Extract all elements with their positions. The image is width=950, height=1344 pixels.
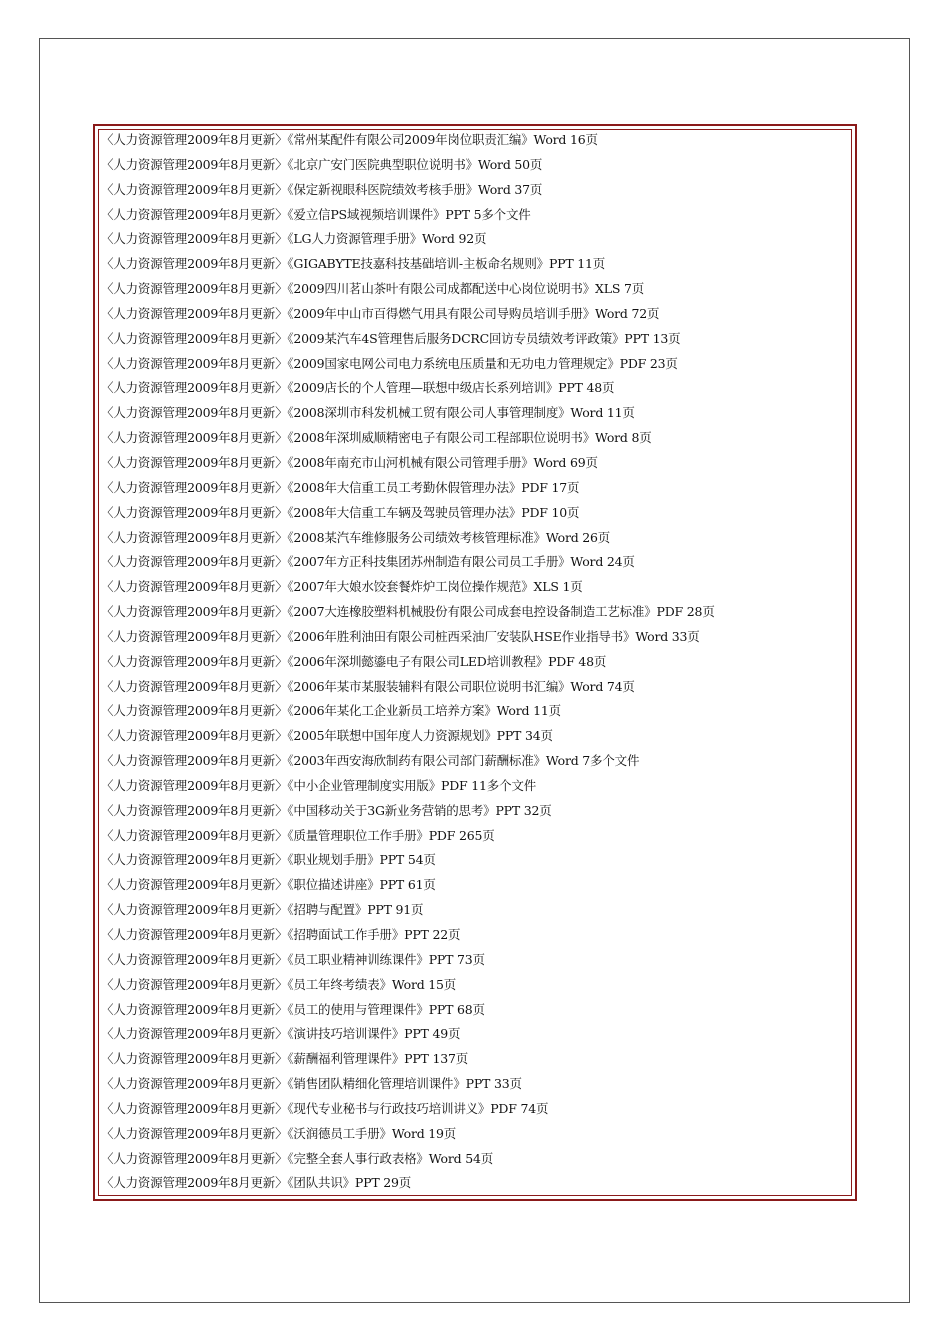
list-item: 〈人力资源管理2009年8月更新〉《爱立信PS域视频培训课件》PPT 5多个文件 bbox=[101, 206, 531, 222]
list-item: 〈人力资源管理2009年8月更新〉《2008年大信重工车辆及驾驶员管理办法》PDF 10页 bbox=[101, 504, 580, 520]
list-item: 〈人力资源管理2009年8月更新〉《2009某汽车4S管理售后服务DCRC回访专员绩效考评政策》PPT 13页 bbox=[101, 330, 681, 346]
list-item: 〈人力资源管理2009年8月更新〉《2006年某化工企业新员工培养方案》Word 11页 bbox=[101, 703, 561, 719]
list-item: 〈人力资源管理2009年8月更新〉《2008深圳市科发机械工贸有限公司人事管理制度》Word 11页 bbox=[101, 405, 635, 421]
list-item: 〈人力资源管理2009年8月更新〉《2007年大娘水饺套餐炸炉工岗位操作规范》XLS 1页 bbox=[101, 579, 583, 595]
list-item: 〈人力资源管理2009年8月更新〉《2006年深圳懿鎏电子有限公司LED培训教程》PDF 48页 bbox=[101, 653, 607, 669]
list-item: 〈人力资源管理2009年8月更新〉《2007年方正科技集团苏州制造有限公司员工手册》Word 24页 bbox=[101, 554, 635, 570]
list-item: 〈人力资源管理2009年8月更新〉《2006年胜利油田有限公司桩西采油厂安装队HSE作业指导书》Word 33页 bbox=[101, 628, 700, 644]
list-item: 〈人力资源管理2009年8月更新〉《员工职业精神训练课件》PPT 73页 bbox=[101, 951, 485, 967]
list-item: 〈人力资源管理2009年8月更新〉《薪酬福利管理课件》PPT 137页 bbox=[101, 1051, 469, 1067]
list-item: 〈人力资源管理2009年8月更新〉《2008年深圳威顺精密电子有限公司工程部职位说明书》Word 8页 bbox=[101, 430, 652, 446]
list-item: 〈人力资源管理2009年8月更新〉《招聘与配置》PPT 91页 bbox=[101, 902, 424, 918]
document-list bbox=[101, 128, 851, 1196]
list-item: 〈人力资源管理2009年8月更新〉《质量管理职位工作手册》PDF 265页 bbox=[101, 827, 495, 843]
list-item: 〈人力资源管理2009年8月更新〉《演讲技巧培训课件》PPT 49页 bbox=[101, 1026, 461, 1042]
list-item: 〈人力资源管理2009年8月更新〉《2009国家电网公司电力系统电压质量和无功电力管理规定》PDF 23页 bbox=[101, 355, 678, 371]
list-item: 〈人力资源管理2009年8月更新〉《职位描述讲座》PPT 61页 bbox=[101, 877, 436, 893]
list-item: 〈人力资源管理2009年8月更新〉《2006年某市某服装辅料有限公司职位说明书汇编》Word 74页 bbox=[101, 678, 635, 694]
list-item: 〈人力资源管理2009年8月更新〉《团队共识》PPT 29页 bbox=[101, 1175, 412, 1191]
list-item: 〈人力资源管理2009年8月更新〉《中国移动关于3G新业务营销的思考》PPT 32页 bbox=[101, 802, 552, 818]
list-item: 〈人力资源管理2009年8月更新〉《现代专业秘书与行政技巧培训讲义》PDF 74页 bbox=[101, 1100, 549, 1116]
list-item: 〈人力资源管理2009年8月更新〉《常州某配件有限公司2009年岗位职责汇编》Word 16页 bbox=[101, 132, 598, 147]
list-item: 〈人力资源管理2009年8月更新〉《LG人力资源管理手册》Word 92页 bbox=[101, 231, 487, 247]
list-item: 〈人力资源管理2009年8月更新〉《2008年南充市山河机械有限公司管理手册》Word 69页 bbox=[101, 454, 598, 470]
list-item: 〈人力资源管理2009年8月更新〉《2009四川茗山茶叶有限公司成都配送中心岗位说明书》XLS 7页 bbox=[101, 281, 645, 297]
list-item: 〈人力资源管理2009年8月更新〉《2008某汽车维修服务公司绩效考核管理标准》Word 26页 bbox=[101, 529, 611, 545]
list-item: 〈人力资源管理2009年8月更新〉《GIGABYTE技嘉科技基础培训-主板命名规则》PPT 11页 bbox=[101, 256, 606, 272]
list-item: 〈人力资源管理2009年8月更新〉《北京广安门医院典型职位说明书》Word 50页 bbox=[101, 156, 543, 172]
list-item: 〈人力资源管理2009年8月更新〉《中小企业管理制度实用版》PDF 11多个文件 bbox=[101, 777, 537, 793]
list-item: 〈人力资源管理2009年8月更新〉《招聘面试工作手册》PPT 22页 bbox=[101, 927, 461, 942]
list-item: 〈人力资源管理2009年8月更新〉《销售团队精细化管理培训课件》PPT 33页 bbox=[101, 1076, 522, 1092]
list-item: 〈人力资源管理2009年8月更新〉《员工年终考绩表》Word 15页 bbox=[101, 976, 457, 992]
list-item: 〈人力资源管理2009年8月更新〉《2009年中山市百得燃气用具有限公司导购员培训手册》Word 72页 bbox=[101, 305, 660, 321]
list-item: 〈人力资源管理2009年8月更新〉《2005年联想中国年度人力资源规划》PPT 34页 bbox=[101, 728, 553, 744]
list-item: 〈人力资源管理2009年8月更新〉《完整全套人事行政表格》Word 54页 bbox=[101, 1150, 493, 1166]
list-item: 〈人力资源管理2009年8月更新〉《2008年大信重工员工考勤休假管理办法》PDF 17页 bbox=[101, 479, 580, 495]
list-item: 〈人力资源管理2009年8月更新〉《2009店长的个人管理—联想中级店长系列培训》PPT 48页 bbox=[101, 380, 615, 396]
list-item: 〈人力资源管理2009年8月更新〉《2007大连橡胶塑料机械股份有限公司成套电控设备制造工艺标准》PDF 28页 bbox=[101, 604, 715, 620]
list-item: 〈人力资源管理2009年8月更新〉《职业规划手册》PPT 54页 bbox=[101, 852, 436, 868]
list-item: 〈人力资源管理2009年8月更新〉《员工的使用与管理课件》PPT 68页 bbox=[101, 1001, 485, 1017]
list-item: 〈人力资源管理2009年8月更新〉《保定新视眼科医院绩效考核手册》Word 37页 bbox=[101, 181, 543, 197]
list-item: 〈人力资源管理2009年8月更新〉《沃润德员工手册》Word 19页 bbox=[101, 1125, 457, 1141]
list-item: 〈人力资源管理2009年8月更新〉《2003年西安海欣制药有限公司部门薪酬标准》Word 7多个文件 bbox=[101, 753, 640, 769]
